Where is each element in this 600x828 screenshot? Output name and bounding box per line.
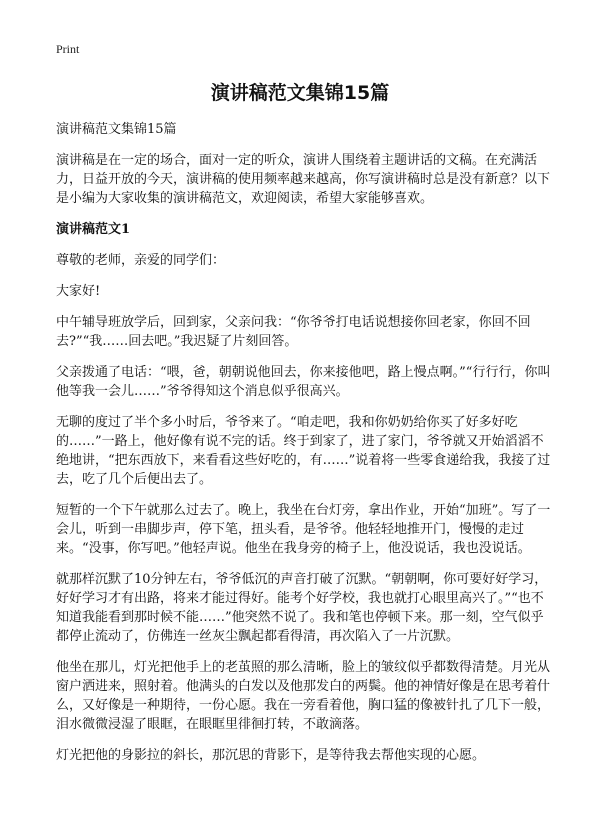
body-paragraph: 短暂的一个下午就那么过去了。晚上，我坐在台灯旁，拿出作业，开始“加班”。写了一会儿，听到一串脚步声，停下笔，扭头看，是爷爷。他轻轻地推开门，慢慢的走过来。“没事，你写吧。”他轻声说。他坐在我身旁的椅子上，他没说话，我也没说话。 xyxy=(56,503,551,556)
body-paragraph: 就那样沉默了10分钟左右，爷爷低沉的声音打破了沉默。“朝朝啊，你可要好好学习，好好学习才有出路，将来才能过得好。能考个好学校，我也就打心眼里高兴了。”“也不知道我能看到那时候不能……”他突然不说了。我和笔也停顿下来。那一刻，空气似乎都停止流动了，仿佛连一丝灰尘飘起都看得清，再次陷入了一片沉默。 xyxy=(56,572,548,644)
print-link[interactable]: Print xyxy=(56,42,80,56)
greeting: 大家好! xyxy=(56,284,101,299)
body-paragraph: 灯光把他的身影拉的斜长，那沉思的背影下，是等待我去帮他实现的心愿。 xyxy=(56,748,486,763)
document-subtitle: 演讲稿范文集锦15篇 xyxy=(56,122,177,137)
document-body xyxy=(56,120,556,777)
salutation: 尊敬的老师，亲爱的同学们： xyxy=(56,253,226,268)
body-paragraph: 父亲拨通了电话：“喂，爸，朝朝说他回去，你来接他吧，路上慢点啊。”“行行行，你叫他等我一会儿……”爷爷得知这个消息似乎很高兴。 xyxy=(56,365,551,399)
body-paragraph: 中午辅导班放学后，回到家，父亲问我：“你爷爷打电话说想接你回老家，你回不回去?”“我……回去吧。”我迟疑了片刻回答。 xyxy=(56,315,531,349)
body-paragraph: 他坐在那儿，灯光把他手上的老茧照的那么清晰，脸上的皱纹似乎都数得清楚。月光从窗户洒进来，照射着。他满头的白发以及他那发白的两鬓。他的神情好像是在思考着什么，又好像是一种期待，一份心愿。我在一旁看着他，胸口猛的像被针扎了几下一般，泪水微微浸湿了眼眶，在眼眶里徘徊打转，不敢滴落。 xyxy=(56,660,551,732)
document-title: 演讲稿范文集锦15篇 xyxy=(210,82,390,104)
body-paragraph: 无聊的度过了半个多小时后，爷爷来了。“咱走吧，我和你奶奶给你买了好多好吃的……”一路上，他好像有说不完的话。终于到家了，进了家门，爷爷就又开始滔滔不绝地讲，“把东西放下，来看看这些好吃的，有……”说着将一些零食递给我，我接了过去，吃了几个后便出去了。 xyxy=(56,415,551,487)
intro-paragraph: 演讲稿是在一定的场合，面对一定的听众，演讲人围绕着主题讲话的文稿。在充满活力，日益开放的今天，演讲稿的使用频率越来越高，你写演讲稿时总是没有新意？以下是小编为大家收集的演讲稿范文，欢迎阅读，希望大家能够喜欢。 xyxy=(56,153,551,206)
section-heading: 演讲稿范文1 xyxy=(56,222,131,237)
